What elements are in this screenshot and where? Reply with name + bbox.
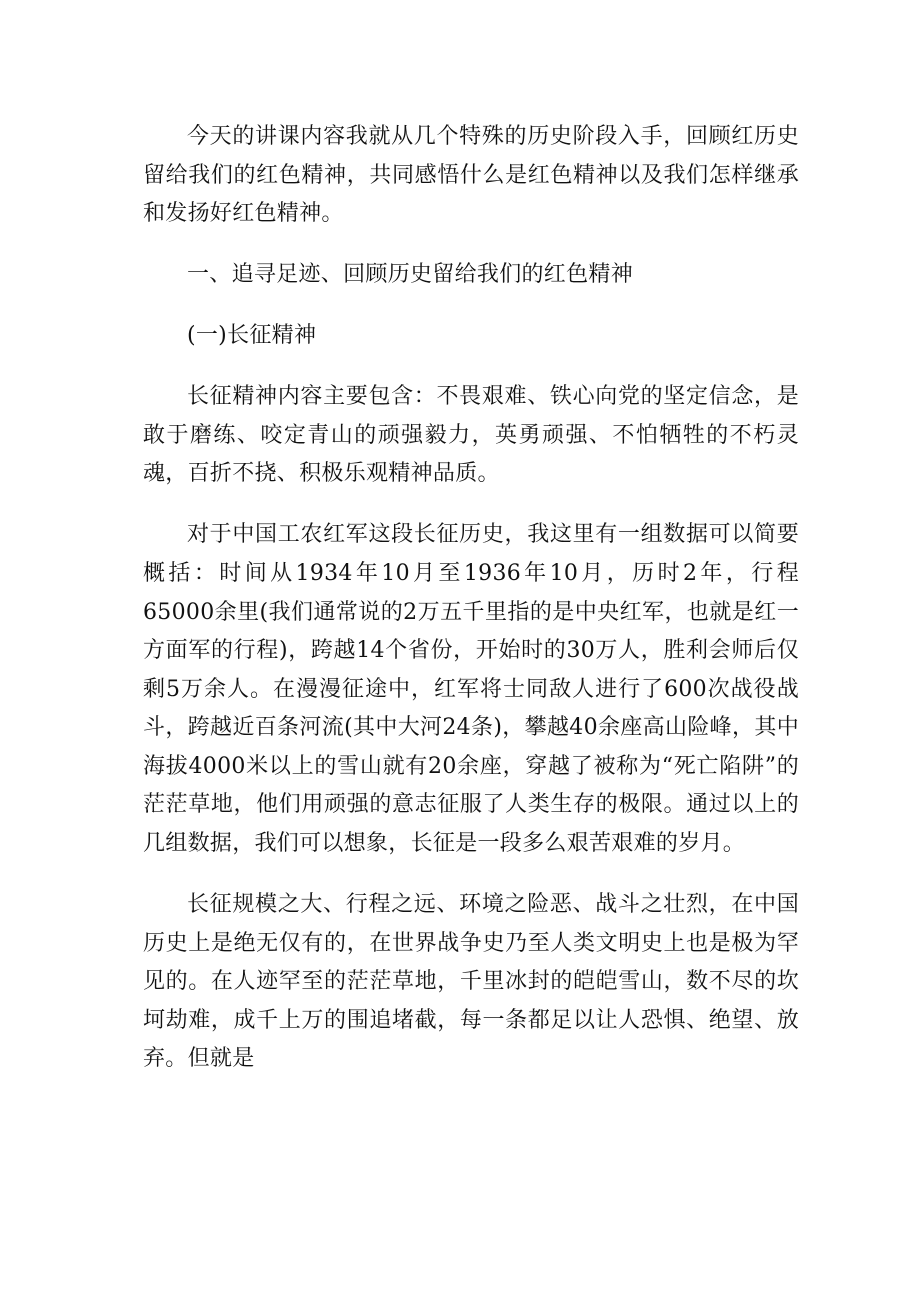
paragraph-long-march-spirit: 长征精神内容主要包含：不畏艰难、铁心向党的坚定信念，是敢于磨练、咬定青山的顽强毅力，英勇顽强、不怕牺牲的不朽灵魂，百折不挠、积极乐观精神品质。: [143, 384, 799, 487]
paragraph-long-march-scale: 长征规模之大、行程之远、环境之险恶、战斗之壮烈，在中国历史上是绝无仅有的，在世界战争史乃至人类文明史上也是极为罕见的。在人迹罕至的茫茫草地，千里冰封的皑皑雪山，数不尽的坎坷劫难，成千上万的围追堵截，每一条都足以让人恐惧、绝望、放弃。但就是: [143, 892, 799, 1072]
paragraph-long-march-data: 对于中国工农红军这段长征历史，我这里有一组数据可以简要概括：时间从1934年10月至1936年10月，历时2年，行程65000余里(我们通常说的2万五千里指的是中央红军，也就是红一方面军的行程)，跨越14个省份，开始时的30万人，胜利会师后仅剩5万余人。在漫漫征途中，红军将士同敌人进行了600次战役战斗，跨越近百条河流(其中大河24条)，攀越40余座高山险峰，其中海拔4000米以上的雪山就有20余座，穿越了被称为“死亡陷阱”的茫茫草地，他们用顽强的意志征服了人类生存的极限。通过以上的几组数据，我们可以想象，长征是一段多么艰苦艰难的岁月。: [143, 522, 799, 857]
document-body: [143, 118, 799, 1101]
section-heading: 一、追寻足迹、回顾历史留给我们的红色精神: [187, 262, 634, 288]
paragraph-intro: 今天的讲课内容我就从几个特殊的历史阶段入手，回顾红历史留给我们的红色精神，共同感悟什么是红色精神以及我们怎样继承和发扬好红色精神。: [143, 124, 799, 227]
subsection-heading: (一)长征精神: [187, 323, 317, 349]
